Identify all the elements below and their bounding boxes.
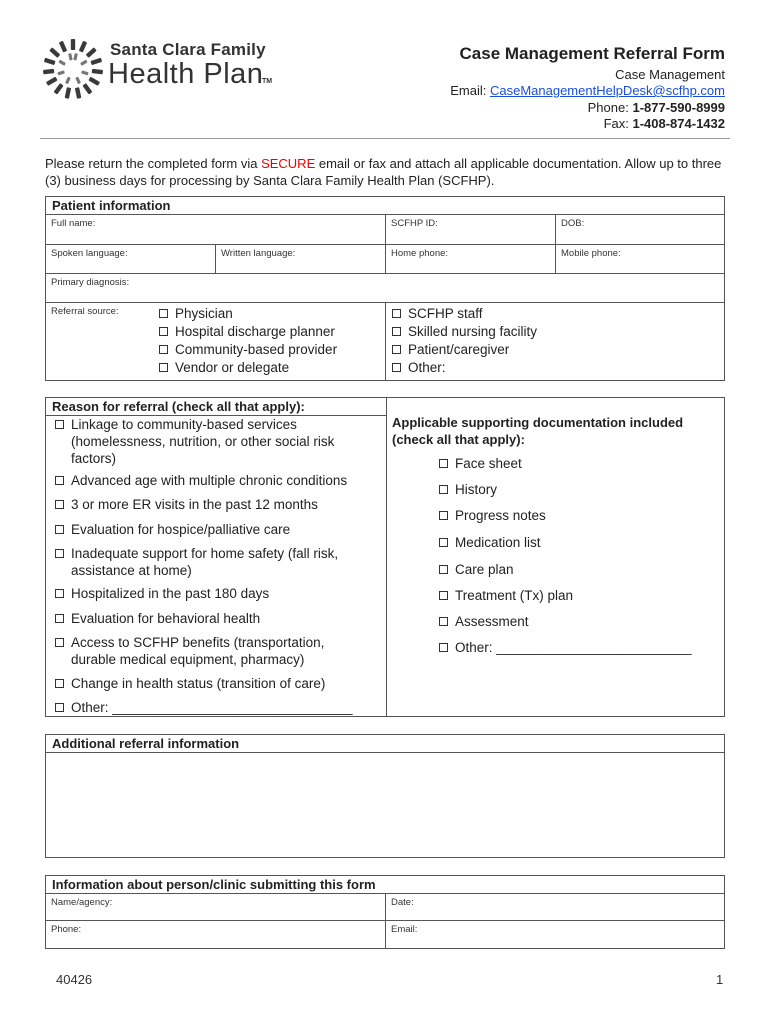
submitter-phone-field[interactable] xyxy=(46,921,386,948)
reason-option[interactable] xyxy=(55,472,347,489)
option-label: Assessment xyxy=(455,614,529,629)
intro-before: Please return the completed form via xyxy=(45,156,262,171)
phone-label: Phone: xyxy=(587,99,633,115)
option-label: Evaluation for hospice/palliative care xyxy=(71,522,291,537)
home-phone-field[interactable] xyxy=(386,245,556,274)
checkbox[interactable] xyxy=(55,679,64,688)
referral-source-option[interactable] xyxy=(392,341,537,359)
referral-source-option[interactable] xyxy=(159,359,337,377)
checkbox[interactable] xyxy=(55,500,64,509)
option-label: Medication list xyxy=(455,535,541,550)
reason-option[interactable] xyxy=(55,675,325,692)
option-label: Patient/caregiver xyxy=(408,342,510,357)
home-phone-label: Home phone: xyxy=(391,248,449,259)
doc-option[interactable] xyxy=(439,507,546,524)
full-name-label: Full name: xyxy=(51,218,96,229)
starburst-logo-icon xyxy=(40,36,106,102)
referral-source-option[interactable] xyxy=(392,359,537,377)
logo-line-1: Santa Clara Family xyxy=(110,40,266,59)
reason-option[interactable] xyxy=(55,585,269,602)
referral-source-option[interactable] xyxy=(392,323,537,341)
fax-number: 1-408-874-1432 xyxy=(632,116,725,131)
doc-option[interactable] xyxy=(439,639,691,656)
checkbox[interactable] xyxy=(439,511,448,520)
page-number: 1 xyxy=(716,972,724,987)
dob-field[interactable] xyxy=(556,215,724,245)
docs-title: Applicable supporting documentation included (check all that apply): xyxy=(392,415,684,447)
checkbox[interactable] xyxy=(392,363,401,372)
option-label: Care plan xyxy=(455,562,514,577)
scfhp-logo xyxy=(40,36,300,106)
spoken-language-field[interactable] xyxy=(46,245,216,274)
checkbox[interactable] xyxy=(392,345,401,354)
intro-text xyxy=(45,155,735,189)
mobile-phone-field[interactable] xyxy=(556,245,724,274)
fax-label: Fax: xyxy=(603,116,633,131)
checkbox[interactable] xyxy=(55,614,64,623)
submitter-phone-label: Phone: xyxy=(51,924,82,935)
option-label: Other: xyxy=(408,360,446,375)
date-field[interactable] xyxy=(386,894,724,921)
reason-title: Reason for referral (check all that apply): xyxy=(46,398,386,416)
reason-option[interactable] xyxy=(55,699,353,716)
checkbox[interactable] xyxy=(55,589,64,598)
date-label: Date: xyxy=(391,897,414,908)
column-divider xyxy=(386,398,387,716)
checkbox[interactable] xyxy=(159,309,168,318)
submitter-email-field[interactable] xyxy=(386,921,724,948)
intro-secure: SECURE xyxy=(261,156,316,171)
option-label: Evaluation for behavioral health xyxy=(71,611,261,626)
checkbox[interactable] xyxy=(439,459,448,468)
header-divider xyxy=(40,138,730,139)
department: Case Management xyxy=(615,66,725,82)
checkbox[interactable] xyxy=(439,485,448,494)
submitter-title: Information about person/clinic submitting this form xyxy=(46,876,724,894)
option-label: Advanced age with multiple chronic conditions xyxy=(71,473,348,488)
checkbox[interactable] xyxy=(55,549,64,558)
additional-info-section xyxy=(45,734,725,858)
checkbox[interactable] xyxy=(159,327,168,336)
submitter-email-label: Email: xyxy=(391,924,418,935)
name-agency-field[interactable] xyxy=(46,894,386,921)
additional-info-textarea[interactable] xyxy=(46,753,724,857)
form-title: Case Management Referral Form xyxy=(459,44,725,63)
option-label: Vendor or delegate xyxy=(175,360,290,375)
scfhp-id-field[interactable] xyxy=(386,215,556,245)
option-label: Inadequate support for home safety (fall risk, assistance at home) xyxy=(71,546,339,578)
written-language-field[interactable] xyxy=(216,245,386,274)
checkbox[interactable] xyxy=(439,538,448,547)
scfhp-id-label: SCFHP ID: xyxy=(391,218,438,229)
intro-after: email or fax and attach all applicable documentation. Allow up to three (3) business days for processing by Santa Clara Family Health Plan (SCFHP). xyxy=(45,156,722,188)
option-label: Other: ________________________________ xyxy=(71,700,353,715)
option-label: Skilled nursing facility xyxy=(408,324,538,339)
referral-source-option[interactable] xyxy=(159,341,337,359)
submitter-section xyxy=(45,875,725,949)
referral-source-option[interactable] xyxy=(159,305,337,323)
logo-line-2: Health Plan xyxy=(108,58,264,90)
phone-number: 1-877-590-8999 xyxy=(632,99,725,115)
option-label: Other: __________________________ xyxy=(455,640,692,655)
doc-option[interactable] xyxy=(439,481,497,498)
full-name-field[interactable] xyxy=(46,215,386,245)
referral-source-option[interactable] xyxy=(159,323,337,341)
reason-option[interactable] xyxy=(55,521,290,538)
reason-option[interactable] xyxy=(55,545,365,579)
option-label: Face sheet xyxy=(455,456,522,471)
option-label: Physician xyxy=(175,306,233,321)
mobile-phone-label: Mobile phone: xyxy=(561,248,621,259)
option-label: SCFHP staff xyxy=(408,306,483,321)
option-label: Change in health status (transition of care) xyxy=(71,676,326,691)
fax-line xyxy=(450,116,725,133)
referral-source-option[interactable] xyxy=(392,305,537,323)
checkbox[interactable] xyxy=(439,617,448,626)
checkbox[interactable] xyxy=(159,345,168,354)
spoken-language-label: Spoken language: xyxy=(51,248,128,259)
option-label: Linkage to community-based services (homelessness, nutrition, or other social risk factors) xyxy=(71,417,335,466)
option-label: Progress notes xyxy=(455,508,546,523)
doc-option[interactable] xyxy=(439,587,573,604)
option-label: Community-based provider xyxy=(175,342,338,357)
option-label: Access to SCFHP benefits (transportation, durable medical equipment, pharmacy) xyxy=(71,635,325,667)
name-agency-label: Name/agency: xyxy=(51,897,113,908)
doc-option[interactable] xyxy=(439,561,514,578)
patient-information-section xyxy=(45,196,725,381)
logo-trademark: TM xyxy=(262,78,273,85)
referral-sources-right xyxy=(392,305,537,377)
checkbox[interactable] xyxy=(159,363,168,372)
checkbox[interactable] xyxy=(55,476,64,485)
checkbox[interactable] xyxy=(392,327,401,336)
email-link[interactable]: CaseManagementHelpDesk@scfhp.com xyxy=(489,83,725,98)
option-label: Hospital discharge planner xyxy=(175,324,335,339)
checkbox[interactable] xyxy=(439,591,448,600)
reason-option[interactable] xyxy=(55,610,260,627)
form-code: 40426 xyxy=(56,972,93,987)
dob-label: DOB: xyxy=(561,218,585,229)
doc-option[interactable] xyxy=(439,613,529,630)
email-line xyxy=(450,83,725,100)
doc-option[interactable] xyxy=(439,455,522,472)
reason-option[interactable] xyxy=(55,416,365,467)
checkbox[interactable] xyxy=(55,525,64,534)
patient-information-title: Patient information xyxy=(46,197,724,215)
checkbox[interactable] xyxy=(55,703,64,712)
option-label: 3 or more ER visits in the past 12 months xyxy=(71,497,318,512)
reason-option[interactable] xyxy=(55,496,318,513)
checkbox[interactable] xyxy=(55,638,64,647)
checkbox[interactable] xyxy=(439,643,448,652)
reason-option[interactable] xyxy=(55,634,365,668)
checkbox[interactable] xyxy=(55,420,64,429)
option-label: Hospitalized in the past 180 days xyxy=(71,586,270,601)
written-language-label: Written language: xyxy=(221,248,296,259)
referral-source-label: Referral source: xyxy=(51,306,119,317)
email-label: Email: xyxy=(450,83,490,98)
checkbox[interactable] xyxy=(439,565,448,574)
option-label: Treatment (Tx) plan xyxy=(455,588,574,603)
doc-option[interactable] xyxy=(439,534,541,551)
phone-line xyxy=(450,100,725,117)
additional-info-title: Additional referral information xyxy=(46,735,724,753)
option-label: History xyxy=(455,482,498,497)
checkbox[interactable] xyxy=(392,309,401,318)
primary-diagnosis-field[interactable] xyxy=(46,274,724,303)
referral-sources-left xyxy=(159,305,337,377)
form-header xyxy=(450,46,725,133)
primary-diagnosis-label: Primary diagnosis: xyxy=(51,277,130,288)
